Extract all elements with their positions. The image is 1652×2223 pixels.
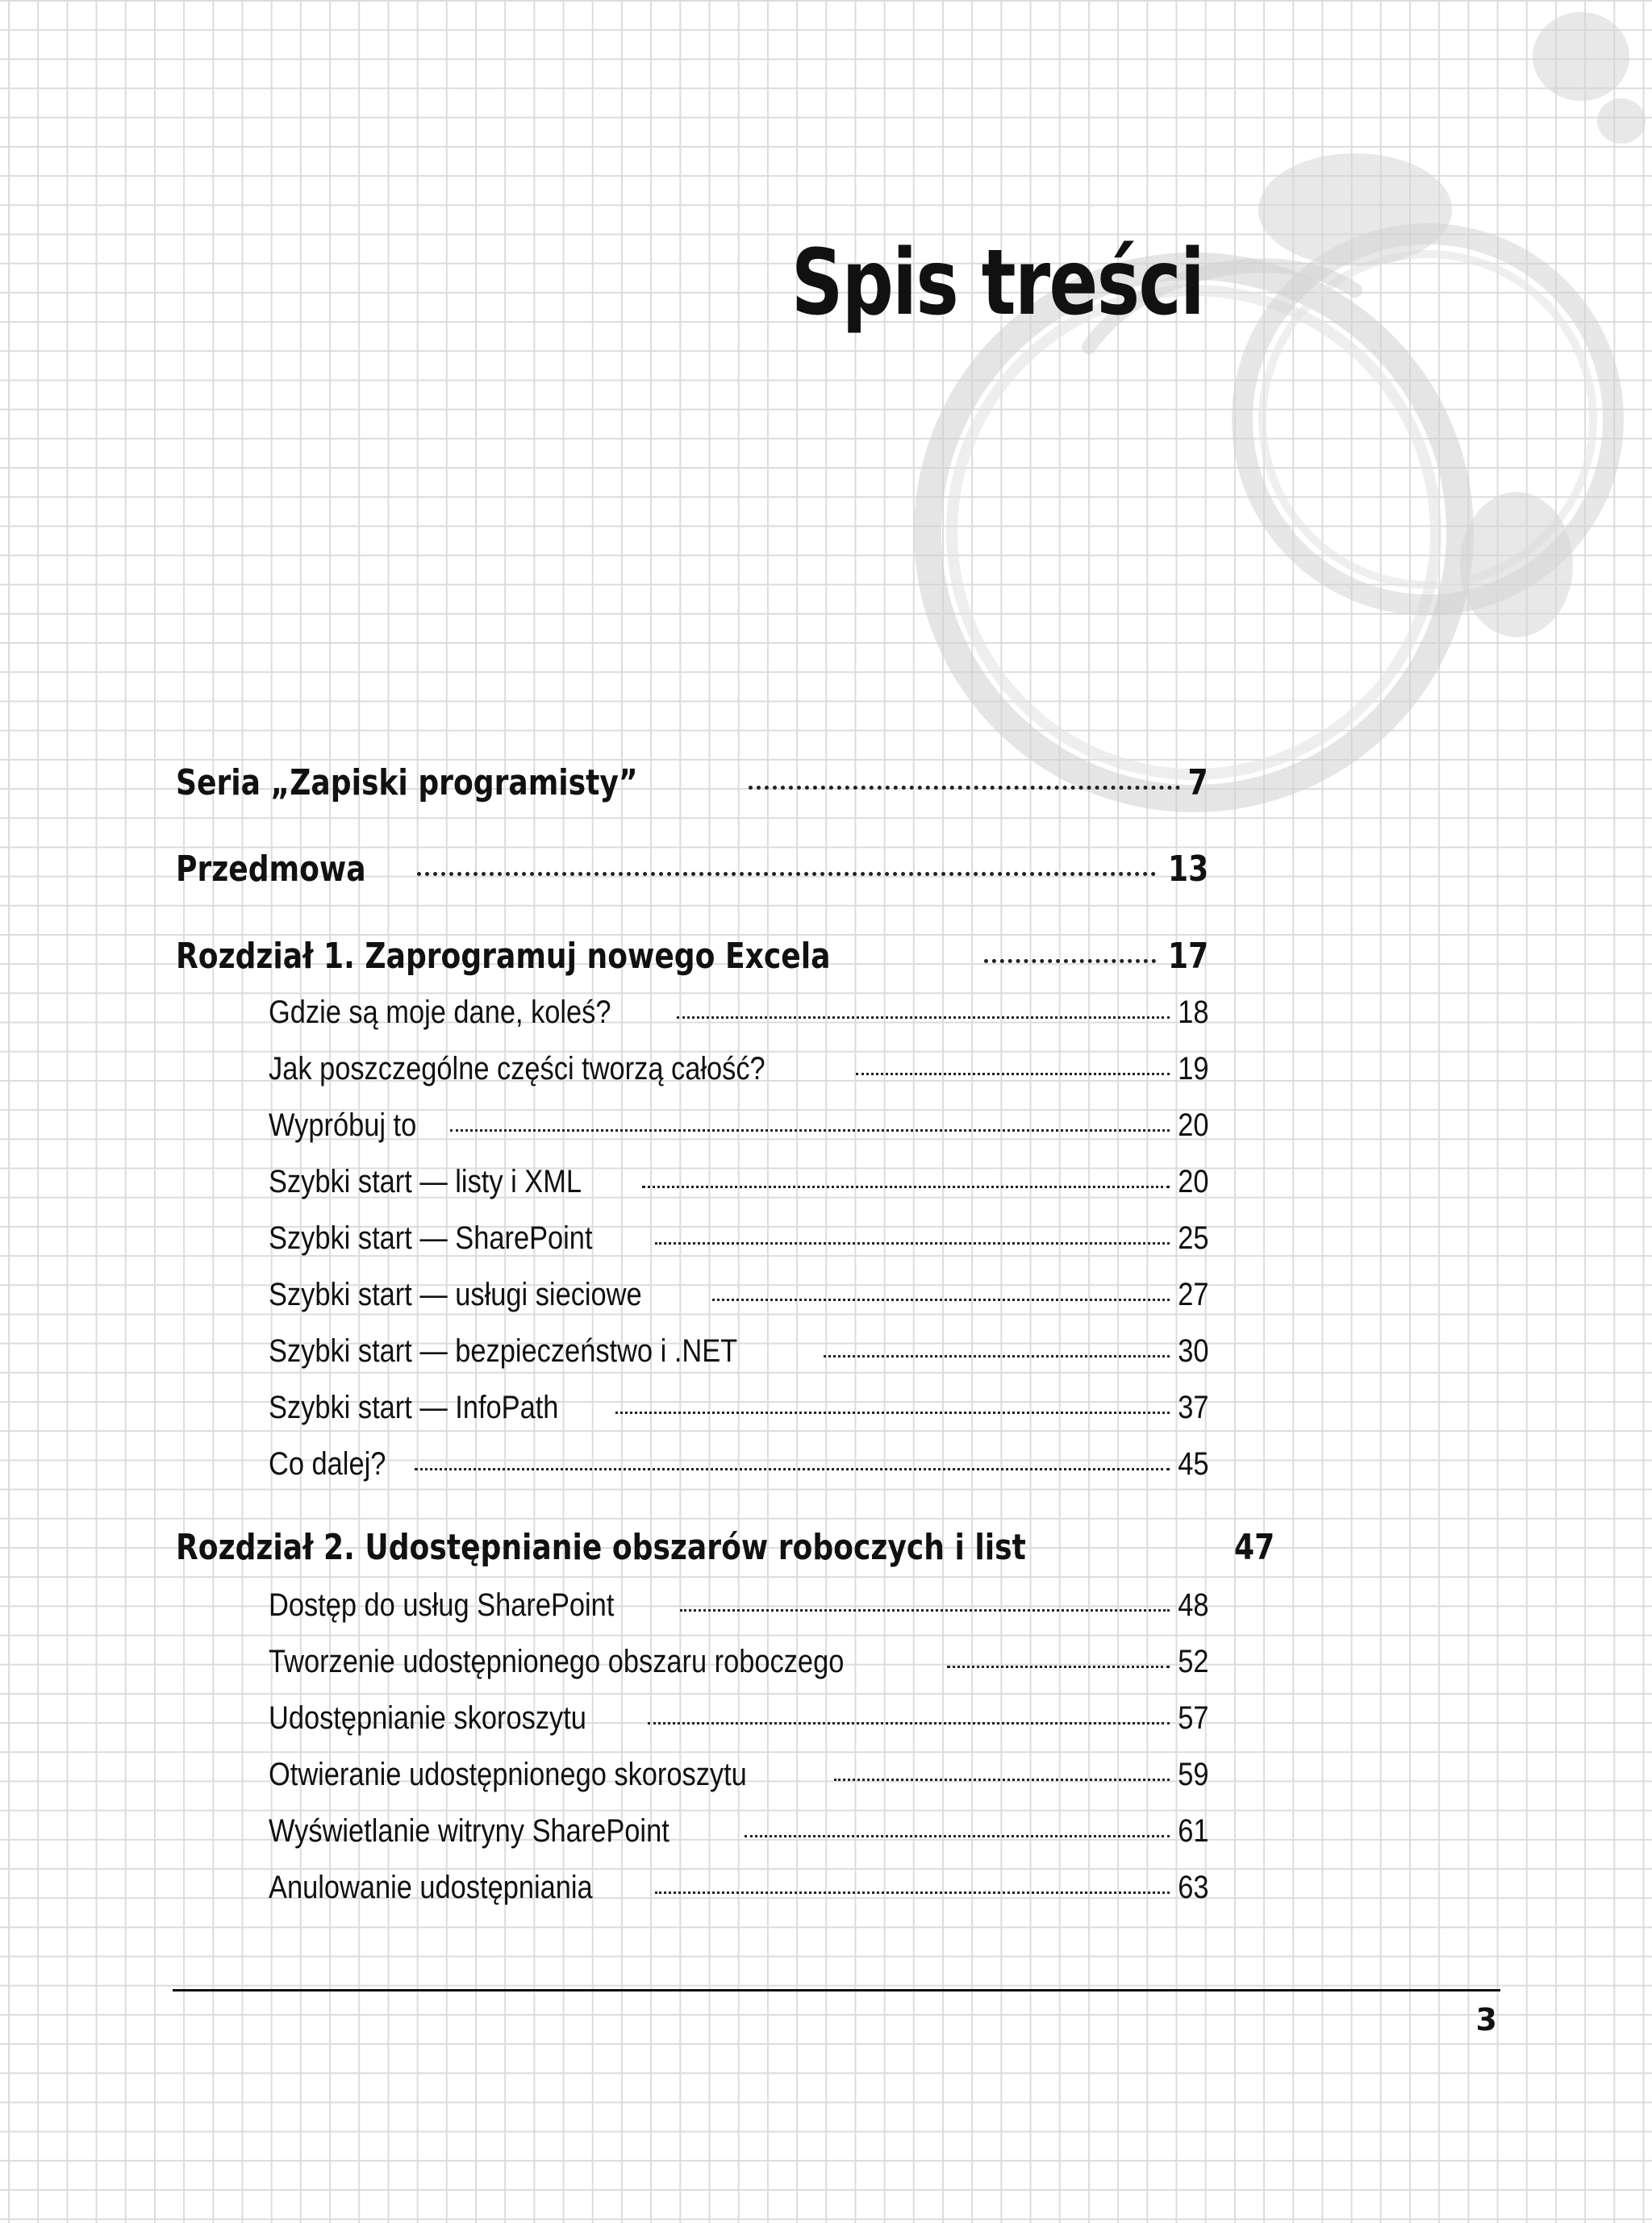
- toc-entry-title: Jak poszczególne części tworzą całość?: [269, 1051, 766, 1086]
- dot-leader: [642, 1186, 1169, 1188]
- page-number: 3: [1475, 2002, 1497, 2037]
- toc-entry-title: Dostęp do usług SharePoint: [269, 1587, 615, 1623]
- dot-leader: [680, 1609, 1169, 1612]
- toc-subentry[interactable]: [269, 1390, 1208, 1426]
- toc-entry-title: Rozdział 2. Udostępnianie obszarów roboczych i list: [176, 1527, 1026, 1568]
- toc-entry-title: Co dalej?: [269, 1446, 386, 1482]
- toc-entry-page: 7: [1187, 762, 1208, 803]
- toc-entry-page: 57: [1177, 1700, 1208, 1736]
- dot-leader: [615, 1412, 1170, 1414]
- toc-subentry[interactable]: [269, 1446, 1208, 1483]
- toc-entry-page: 48: [1177, 1587, 1208, 1623]
- toc-entry-page: 61: [1177, 1813, 1208, 1849]
- dot-leader: [947, 1666, 1169, 1668]
- toc-entry-page: 18: [1177, 995, 1208, 1030]
- toc-entry-title: Szybki start — listy i XML: [269, 1164, 582, 1199]
- dot-leader: [677, 1016, 1170, 1019]
- toc-subentry[interactable]: [269, 1107, 1208, 1144]
- toc-entry-page: 30: [1177, 1333, 1208, 1369]
- dot-leader: [655, 1242, 1170, 1245]
- toc-subentry[interactable]: [269, 1220, 1208, 1257]
- toc-entry-page: 47: [1234, 1527, 1275, 1568]
- toc-subentry[interactable]: [269, 1277, 1208, 1313]
- toc-entry-page: 20: [1177, 1107, 1208, 1143]
- toc-subentry[interactable]: [269, 1813, 1208, 1850]
- toc-entry-page: 45: [1177, 1446, 1208, 1482]
- toc-entry-page: 20: [1177, 1164, 1208, 1199]
- toc-subentry[interactable]: [269, 1164, 1208, 1200]
- toc-entry-page: 19: [1177, 1051, 1208, 1086]
- toc-subentry[interactable]: [269, 1333, 1208, 1370]
- dot-leader: [745, 1835, 1170, 1837]
- dot-leader: [834, 1779, 1169, 1781]
- toc-entry-title: Wypróbuj to: [269, 1107, 417, 1143]
- toc-entry-title: Gdzie są moje dane, koleś?: [269, 995, 611, 1030]
- dot-leader: [749, 786, 1180, 790]
- toc-entry-page: 13: [1167, 849, 1208, 890]
- toc-entry-title: Szybki start — InfoPath: [269, 1390, 559, 1425]
- toc-subentry[interactable]: [269, 1870, 1208, 1906]
- toc-entry-page: 52: [1177, 1644, 1208, 1679]
- toc-entry-title: Rozdział 1. Zaprogramuj nowego Excela: [176, 936, 831, 977]
- toc-entry-title: Przedmowa: [176, 849, 366, 890]
- toc-entry-page: 59: [1177, 1757, 1208, 1792]
- toc-entry-title: Udostępnianie skoroszytu: [269, 1700, 586, 1736]
- toc-entry-title: Tworzenie udostępnionego obszaru roboczego: [269, 1644, 845, 1679]
- dot-leader: [856, 1073, 1170, 1075]
- toc-subentry[interactable]: [269, 1051, 1208, 1087]
- toc-subentry[interactable]: [269, 995, 1208, 1031]
- toc-subentry[interactable]: [269, 1757, 1208, 1793]
- toc-entry-page: 27: [1177, 1277, 1208, 1312]
- toc-entry-title: Wyświetlanie witryny SharePoint: [269, 1813, 670, 1849]
- dot-leader: [450, 1129, 1169, 1132]
- toc-entry-title: Anulowanie udostępniania: [269, 1870, 593, 1905]
- dot-leader: [417, 872, 1155, 876]
- dot-leader: [824, 1355, 1170, 1358]
- dot-leader: [648, 1722, 1169, 1725]
- toc-entry[interactable]: [176, 762, 1208, 803]
- dot-leader: [415, 1468, 1169, 1470]
- toc-subentry[interactable]: [269, 1644, 1208, 1680]
- toc-entry-title: Otwieranie udostępnionego skoroszytu: [269, 1757, 747, 1792]
- toc-entry-title: Szybki start — bezpieczeństwo i .NET: [269, 1333, 738, 1369]
- toc-entry[interactable]: [176, 849, 1208, 890]
- toc-subentry[interactable]: [269, 1587, 1208, 1624]
- dot-leader: [712, 1299, 1170, 1301]
- toc-subentry[interactable]: [269, 1700, 1208, 1737]
- dot-leader: [655, 1891, 1169, 1894]
- footer-rule: [173, 1989, 1500, 1992]
- toc-entry[interactable]: [176, 936, 1208, 977]
- coffee-stain-decoration: [903, 0, 1652, 968]
- toc-entry-title: Szybki start — usługi sieciowe: [269, 1277, 642, 1312]
- page-title: Spis treści: [791, 231, 1204, 336]
- toc-entry[interactable]: [176, 1527, 1275, 1568]
- toc-entry-page: 63: [1177, 1870, 1208, 1905]
- toc-entry-page: 37: [1177, 1390, 1208, 1425]
- toc-entry-title: Seria „Zapiski programisty”: [176, 762, 638, 803]
- toc-entry-page: 25: [1177, 1220, 1208, 1256]
- toc-entry-title: Szybki start — SharePoint: [269, 1220, 593, 1256]
- toc-entry-page: 17: [1167, 936, 1208, 977]
- dot-leader: [984, 959, 1156, 963]
